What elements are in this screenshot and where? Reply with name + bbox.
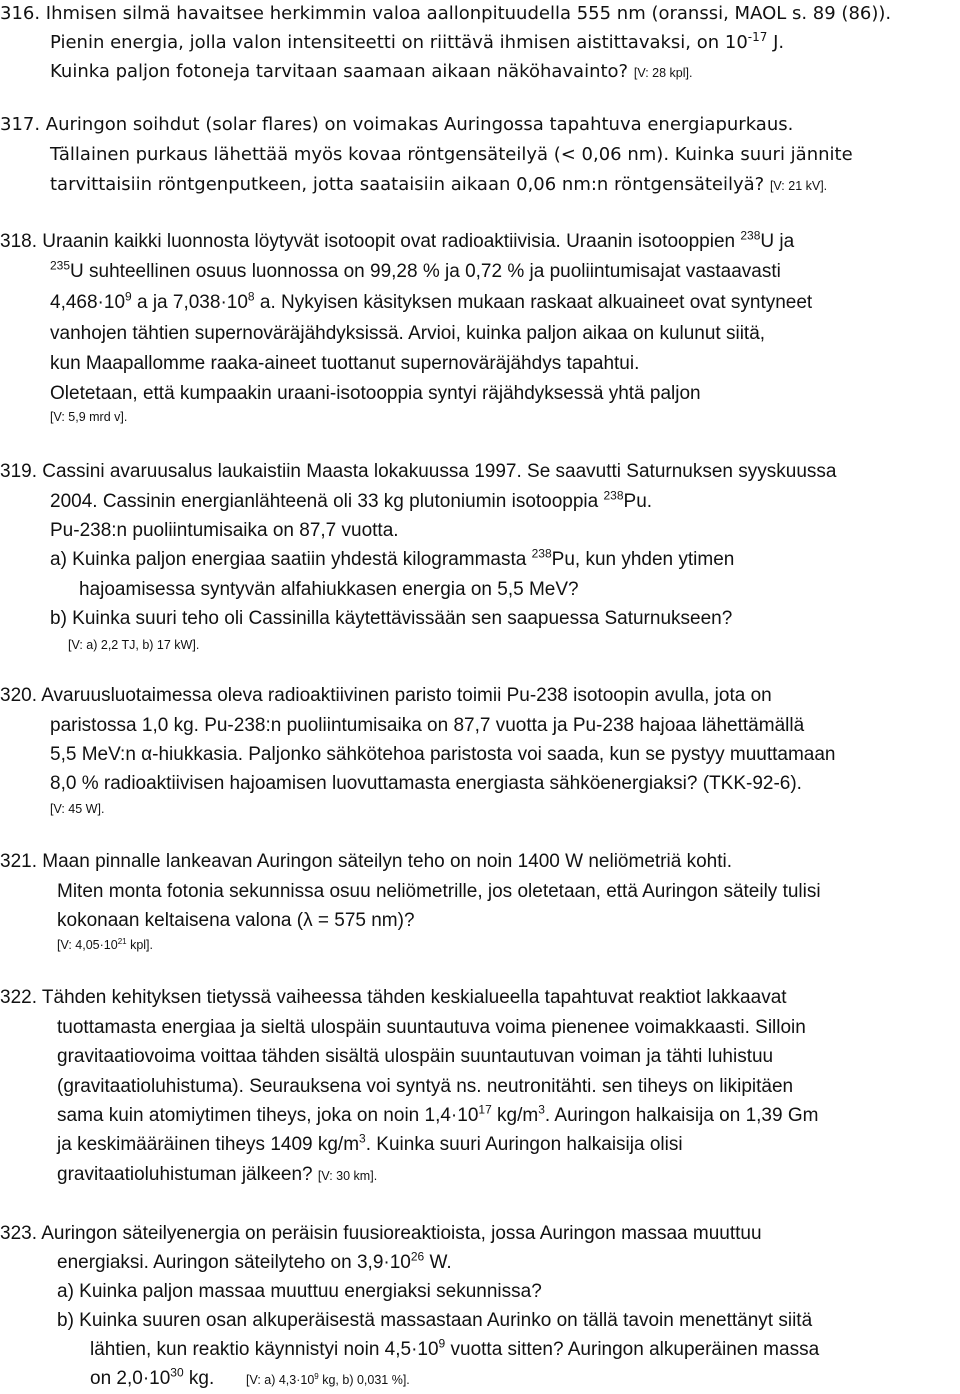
problem-318-line-5: kun Maapallomme raaka-aineet tuottanut supernoväräjähdys tapahtui.	[50, 353, 640, 374]
problem-320-line-4: 8,0 % radioaktiivisen hajoamisen luovuttamasta energiasta sähköenergiaksi? (TKK-92-6).	[50, 773, 802, 794]
problem-320-line-3: 5,5 MeV:n α-hiukkasia. Paljonko sähkötehoa paristosta voi saada, kun se pystyy muuttamaan	[50, 744, 836, 765]
problem-323-answer: [V: a) $4,3\cdot 10^9$ kg, b) 0,031 %].	[245, 1371, 410, 1387]
problem-322-answer: [V: 30 km].	[317, 1169, 378, 1183]
problem-321-line-3: kokonaan keltaisena valona (λ = 575 nm)?	[57, 910, 415, 931]
problem-323-line-1: 323. Auringon säteilyenergia on peräisin fuusioreaktioista, jossa Auringon massaa muuttuu	[0, 1223, 762, 1244]
problem-321-answer: [V: $4,05\cdot 10^{21}$ kpl].	[57, 936, 153, 952]
problem-318-answer: [V: 5,9 mrd v].	[50, 410, 128, 424]
problem-322-line-5: sama kuin atomiytimen tiheys, joka on noin $1,4\cdot 10^{17}$ $kg/m^3$. Auringon halkaisija on 1,39 Gm	[57, 1102, 819, 1126]
problem-318-line-2: $^{235}$U suhteellinen osuus luonnossa on 99,28 % ja 0,72 % ja puoliintumisajat vastaavasti	[50, 258, 781, 282]
problem-322-line-3: gravitaatiovoima voittaa tähden sisältä ulospäin suuntautuvan voiman ja tähti luhistuu	[57, 1046, 774, 1067]
problem-317-line-2: Tällainen purkaus lähettää myös kovaa röntgensäteilyä (< 0,06 nm). Kuinka suuri jännite	[50, 144, 853, 165]
problem-319-line-5: hajoamisessa syntyvän alfahiukkasen energia on 5,5 MeV?	[79, 579, 579, 600]
problem-320-answer: [V: 45 W].	[50, 802, 105, 816]
problem-316-line-1: 316. Ihmisen silmä havaitsee herkimmin valoa aallonpituudella 555 nm (oranssi, MAOL s. 89 (86)).	[0, 3, 892, 24]
problem-318-line-4: vanhojen tähtien supernoväräjähdyksissä. Arvioi, kuinka paljon aikaa on kulunut siitä,	[50, 323, 766, 344]
problem-319-line-2: 2004. Cassinin energianlähteenä oli 33 kg plutoniumin isotooppia $^{238}$Pu.	[50, 488, 653, 512]
problem-323-line-2: energiaksi. Auringon säteilyteho on $3,9\cdot 10^{26}$ W.	[57, 1249, 452, 1273]
problem-318-line-6: Oletetaan, että kumpaakin uraani-isotooppia syntyi räjähdyksessä yhtä paljon	[50, 383, 701, 404]
problem-320-line-1: 320. Avaruusluotaimessa oleva radioaktiivinen paristo toimii Pu-238 isotoopin avulla, jota on	[0, 685, 772, 706]
problem-322-line-7: gravitaatioluhistuman jälkeen? [V: 30 km].	[57, 1164, 378, 1185]
problem-317-answer: [V: 21 kV].	[769, 179, 828, 193]
problem-318-line-3: $4,468\cdot 10^9$ a ja $7,038\cdot 10^8$ a. Nykyisen käsityksen mukaan raskaat alkuaineet ovat syntyneet	[50, 289, 813, 313]
problem-321-line-1: 321. Maan pinnalle lankeavan Auringon säteilyn teho on noin 1400 W neliömetriä kohti.	[0, 851, 732, 872]
problem-319-line-3: Pu-238:n puoliintumisaika on 87,7 vuotta.	[50, 520, 399, 541]
problem-322-line-2: tuottamasta energiaa ja sieltä ulospäin suuntautuva voima pienenee voimakkaasti. Silloin	[57, 1017, 806, 1038]
problem-316-answer: [V: 28 kpl].	[633, 66, 693, 80]
problem-316-line-2: Pienin energia, jolla valon intensiteetti on riittävä ihmisen aistittavaksi, on $10^{-17}$ J.	[50, 30, 785, 53]
problem-323-line-3: a) Kuinka paljon massaa muuttuu energiaksi sekunnissa?	[57, 1281, 542, 1302]
problem-320-line-2: paristossa 1,0 kg. Pu-238:n puoliintumisaika on 87,7 vuotta ja Pu-238 hajoaa lähettämällä	[50, 715, 805, 736]
problem-322-line-1: 322. Tähden kehityksen tietyssä vaiheessa tähden keskialueella tapahtuvat reaktiot lakkaavat	[0, 987, 787, 1008]
problem-319-line-6: b) Kuinka suuri teho oli Cassinilla käytettävissään sen saapuessa Saturnukseen?	[50, 608, 733, 629]
problem-323-line-5: lähtien, kun reaktio käynnistyi noin $4,5\cdot 10^9$ vuotta sitten? Auringon alkuperäinen massa	[90, 1336, 820, 1360]
problem-317-line-3: tarvittaisiin röntgenputkeen, jotta saataisiin aikaan 0,06 nm:n röntgensäteilyä? [V: 21 kV].	[50, 174, 828, 195]
problem-321-line-2: Miten monta fotonia sekunnissa osuu neliömetrille, jos oletetaan, että Auringon säteily tulisi	[57, 881, 821, 902]
problem-322-line-6: ja keskimääräinen tiheys 1409 $kg/m^3$. Kuinka suuri Auringon halkaisija olisi	[57, 1131, 683, 1155]
problem-323-line-4: b) Kuinka suuren osan alkuperäisestä massastaan Aurinko on tällä tavoin menettänyt siitä	[57, 1310, 813, 1331]
problem-319-line-4: a) Kuinka paljon energiaa saatiin yhdestä kilogrammasta $^{238}$Pu, kun yhden ytimen	[50, 546, 735, 570]
problem-317-line-1: 317. Auringon soihdut (solar flares) on voimakas Auringossa tapahtuva energiapurkaus.	[0, 114, 794, 135]
problem-319-answer: [V: a) 2,2 TJ, b) 17 kW].	[68, 638, 200, 652]
problem-323-line-6: on $2,0\cdot 10^{30}$ kg. [V: a) $4,3\cdot 10^9$ kg, b) 0,031 %].	[90, 1365, 410, 1389]
problem-319-line-1: 319. Cassini avaruusalus laukaistiin Maasta lokakuussa 1997. Se saavutti Saturnuksen syyskuussa	[0, 461, 837, 482]
problem-322-line-4: (gravitaatioluhistuma). Seurauksena voi syntyä ns. neutronitähti. sen tiheys on likipitäen	[57, 1076, 794, 1097]
problem-316-line-3: Kuinka paljon fotoneja tarvitaan saamaan aikaan näköhavainto? [V: 28 kpl].	[50, 61, 693, 82]
problem-318-line-1: 318. Uraanin kaikki luonnosta löytyvät isotoopit ovat radioaktiivisia. Uraanin isotooppien $^{238}$U ja	[0, 228, 795, 252]
